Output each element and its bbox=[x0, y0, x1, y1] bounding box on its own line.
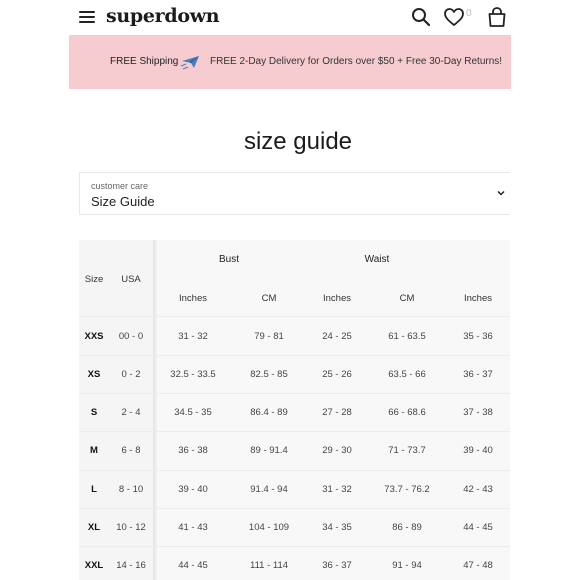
table-cell: 34 - 35 bbox=[322, 522, 352, 533]
table-cell: 91.4 - 94 bbox=[250, 484, 288, 495]
table-cell: 39 - 40 bbox=[463, 445, 493, 456]
table-cell: 47 - 48 bbox=[463, 560, 493, 571]
size-cell: M bbox=[90, 445, 98, 456]
table-cell: 42 - 43 bbox=[463, 484, 493, 495]
table-cell: 36 - 38 bbox=[178, 445, 208, 456]
heart-icon[interactable] bbox=[443, 6, 465, 28]
size-header: Size bbox=[84, 274, 104, 285]
table-cell: 27 - 28 bbox=[322, 407, 352, 418]
usa-cell: 10 - 12 bbox=[116, 522, 146, 533]
row-divider bbox=[79, 508, 510, 509]
page-title: size guide bbox=[243, 128, 353, 155]
chevron-down-icon bbox=[496, 188, 506, 198]
brand-logo[interactable]: superdown bbox=[106, 5, 220, 27]
table-cell: 41 - 43 bbox=[178, 522, 208, 533]
usa-cell: 00 - 0 bbox=[118, 331, 144, 342]
usa-cell: 14 - 16 bbox=[116, 560, 146, 571]
table-cell: 29 - 30 bbox=[322, 445, 352, 456]
table-cell: 34.5 - 35 bbox=[174, 407, 212, 418]
table-cell: 35 - 36 bbox=[463, 331, 493, 342]
table-cell: 36 - 37 bbox=[322, 560, 352, 571]
row-divider bbox=[79, 431, 510, 432]
table-cell: 82.5 - 85 bbox=[250, 369, 288, 380]
wishlist-count: 0 bbox=[466, 8, 472, 19]
row-divider bbox=[79, 470, 510, 471]
table-cell: 104 - 109 bbox=[248, 522, 290, 533]
promo-banner bbox=[69, 35, 511, 89]
size-cell: XL bbox=[87, 522, 101, 533]
row-divider bbox=[79, 316, 510, 317]
size-cell: XS bbox=[87, 369, 101, 380]
table-cell: 86 - 89 bbox=[392, 522, 422, 533]
table-cell: 32.5 - 33.5 bbox=[170, 369, 216, 380]
airplane-icon bbox=[180, 52, 202, 72]
table-cell: 25 - 26 bbox=[322, 369, 352, 380]
table-cell: 24 - 25 bbox=[322, 331, 352, 342]
usa-cell: 0 - 2 bbox=[121, 369, 141, 380]
usa-cell: 2 - 4 bbox=[121, 407, 141, 418]
row-divider bbox=[79, 393, 510, 394]
unit-header: Inches bbox=[464, 293, 492, 304]
select-label: customer care bbox=[91, 181, 149, 191]
select-value: Size Guide bbox=[91, 194, 155, 209]
table-cell: 89 - 91.4 bbox=[250, 445, 288, 456]
table-cell: 91 - 94 bbox=[392, 560, 422, 571]
table-cell: 44 - 45 bbox=[463, 522, 493, 533]
shopping-bag-icon[interactable] bbox=[486, 6, 508, 28]
unit-header: CM bbox=[261, 293, 277, 304]
unit-header: CM bbox=[399, 293, 415, 304]
bust-header: Bust bbox=[218, 254, 239, 265]
size-cell: XXS bbox=[84, 331, 104, 342]
unit-header: Inches bbox=[323, 293, 351, 304]
table-cell: 31 - 32 bbox=[178, 331, 208, 342]
table-cell: 66 - 68.6 bbox=[388, 407, 426, 418]
table-cell: 61 - 63.5 bbox=[388, 331, 426, 342]
table-cell: 37 - 38 bbox=[463, 407, 493, 418]
table-cell: 111 - 114 bbox=[249, 560, 289, 571]
column-divider bbox=[153, 240, 158, 580]
usa-cell: 6 - 8 bbox=[121, 445, 141, 456]
table-cell: 73.7 - 76.2 bbox=[384, 484, 430, 495]
row-divider bbox=[79, 546, 510, 547]
waist-header: Waist bbox=[364, 254, 390, 265]
table-cell: 31 - 32 bbox=[322, 484, 352, 495]
size-cell: XXL bbox=[84, 560, 104, 571]
search-icon[interactable] bbox=[410, 6, 432, 28]
usa-cell: 8 - 10 bbox=[118, 484, 144, 495]
unit-header: Inches bbox=[179, 293, 207, 304]
table-cell: 44 - 45 bbox=[178, 560, 208, 571]
table-cell: 36 - 37 bbox=[463, 369, 493, 380]
table-cell: 71 - 73.7 bbox=[388, 445, 426, 456]
size-cell: L bbox=[91, 484, 97, 495]
size-chart-table bbox=[79, 240, 510, 580]
free-shipping-label: FREE Shipping bbox=[110, 56, 179, 67]
table-cell: 63.5 - 66 bbox=[388, 369, 426, 380]
site-header bbox=[0, 0, 580, 34]
table-cell: 39 - 40 bbox=[178, 484, 208, 495]
usa-header: USA bbox=[121, 274, 141, 285]
row-divider bbox=[79, 355, 510, 356]
size-cell: S bbox=[90, 407, 98, 418]
table-cell: 79 - 81 bbox=[254, 331, 284, 342]
customer-care-select[interactable] bbox=[79, 172, 510, 215]
menu-icon[interactable] bbox=[79, 11, 95, 23]
promo-text: FREE 2-Day Delivery for Orders over $50 + Free 30-Day Returns! bbox=[210, 56, 503, 67]
table-cell: 86.4 - 89 bbox=[250, 407, 288, 418]
